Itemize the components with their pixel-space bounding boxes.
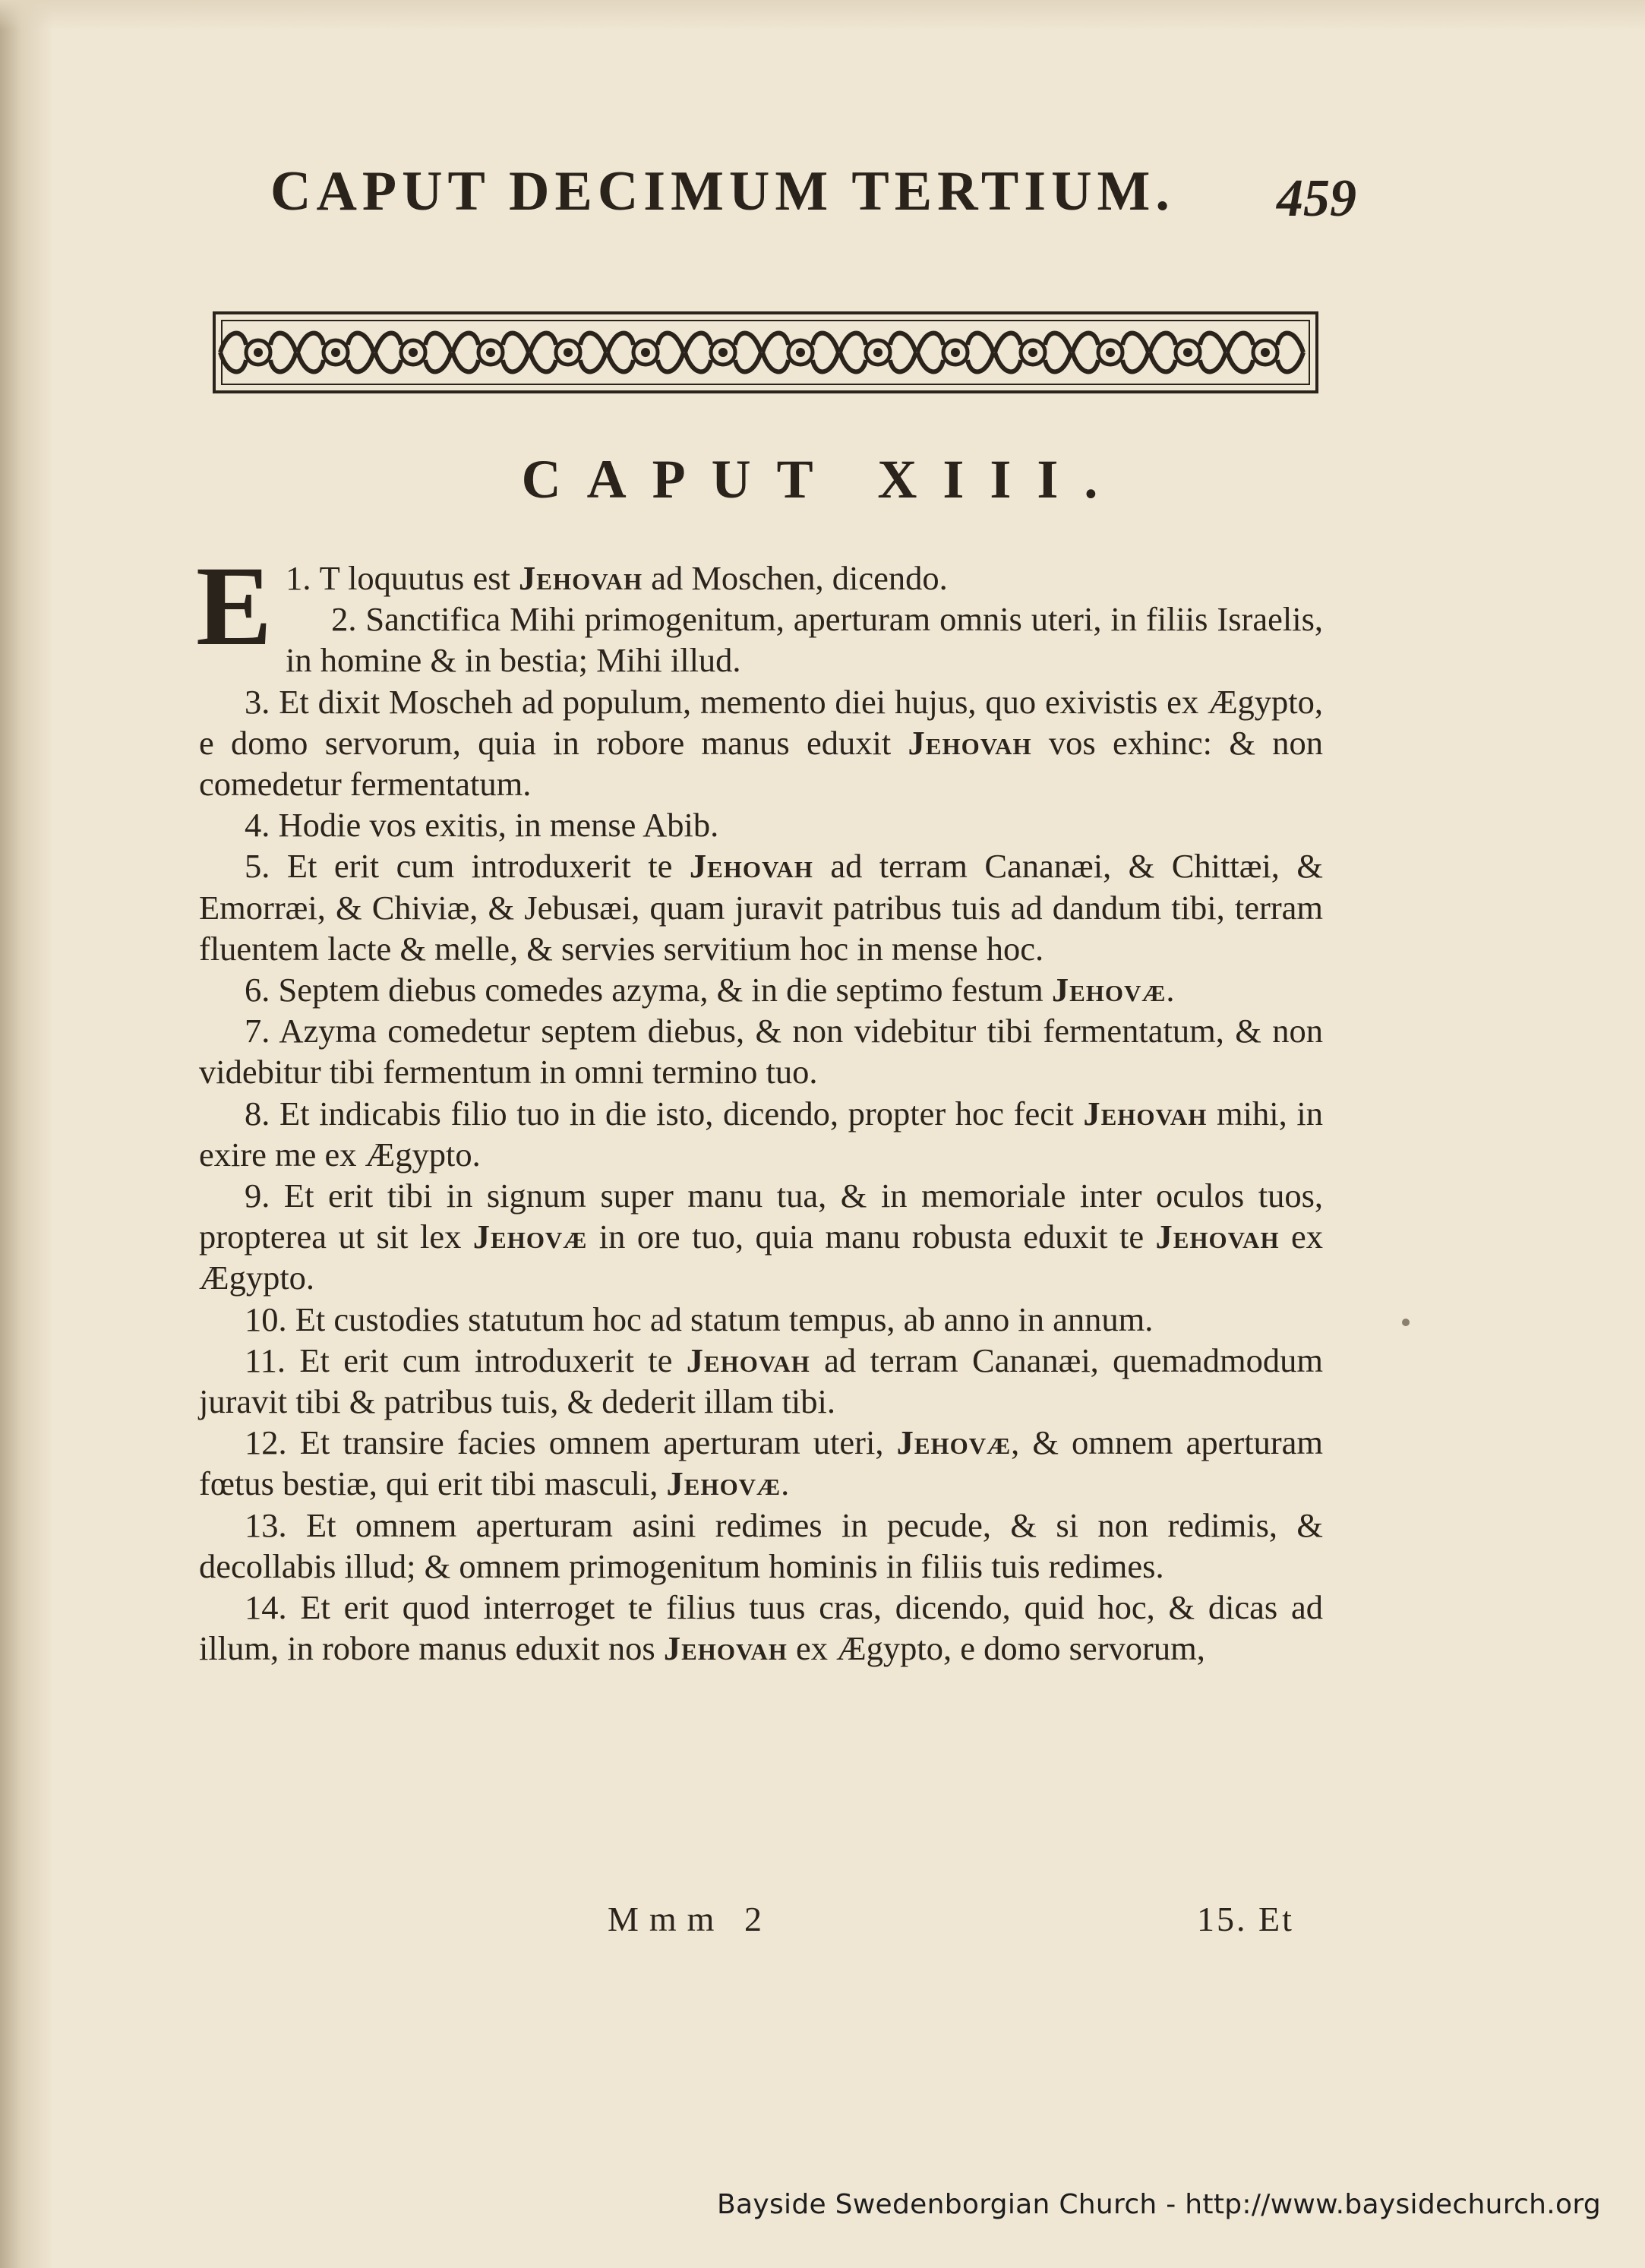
verse-text: Et erit cum introduxerit te Jehovah ad terram Cananæi, quemadmodum juravit tibi & patribus tuis, & dederit illam tibi. [199,1341,1323,1421]
verse-8 [199,1093,1323,1175]
verse-number: 13. [245,1505,287,1544]
verse-number: 7. [245,1012,270,1050]
verse-text: Et erit tibi in signum super manu tua, & in memoriale inter oculos tuos, propterea ut sit lex Jehovæ in ore tuo, quia manu robusta eduxit te Jehovah ex Ægypto. [199,1177,1324,1297]
page-top-shadow [0,0,1645,30]
verse-text: Septem diebus comedes azyma, & in die septimo festum Jehovæ. [278,971,1175,1009]
verse-text: Hodie vos exitis, in mense Abib. [278,806,719,845]
verse-3 [199,681,1323,805]
verse-number: 5. [245,847,270,886]
verse-7 [199,1010,1323,1092]
verse-13 [199,1505,1323,1587]
running-title: CAPUT DECIMUM TERTIUM. [270,160,1175,223]
verse-number: 3. [245,682,270,721]
verse-number: 14. [245,1588,287,1627]
verse-text: Azyma comedetur septem diebus, & non videbitur tibi fermentatum, & non videbitur tibi fermentum in omni termino tuo. [199,1012,1324,1091]
verse-11 [199,1340,1323,1422]
verse-number: 11. [245,1341,286,1379]
decorative-headpiece [213,311,1318,393]
verse-number: 4. [245,806,270,845]
verse-text: Et transire facies omnem aperturam uteri, Jehovæ, & omnem aperturam fœtus bestiæ, qui erit tibi masculi, Jehovæ. [199,1423,1324,1503]
verse-12 [199,1422,1323,1504]
page-number: 459 [1277,169,1356,228]
catchword: 15. Et [1197,1900,1294,1938]
verse-5 [199,845,1323,969]
verse-4 [199,804,1323,845]
verse-number: 2. [331,600,357,639]
verse-text: Et custodies statutum hoc ad statum tempus, ab anno in annum. [295,1300,1154,1338]
verse-text: Et omnem aperturam asini redimes in pecude, & si non redimis, & decollabis illud; & omnem primogenitum hominis in filiis tuis redimes. [199,1505,1324,1585]
watermark-credit: Bayside Swedenborgian Church - http://www.baysidechurch.org [717,2189,1601,2220]
verse-number: 1. [286,559,311,597]
verse-number: 9. [245,1177,270,1215]
verse-6 [199,969,1323,1010]
verse-text: Et indicabis filio tuo in die isto, dicendo, propter hoc fecit Jehovah mihi, in exire me ex Ægypto. [199,1094,1324,1173]
signature-mark: Mmm 2 [608,1900,772,1938]
verse-text: Sanctifica Mihi primogenitum, aperturam omnis uteri, in filiis Israelis, in homine & in bestia; Mihi illud. [286,600,1324,680]
verse-number: 8. [245,1094,270,1132]
verse-text: Et erit cum introduxerit te Jehovah ad terram Cananæi, & Chittæi, & Emorræi, & Chiviæ, & Jebusæi, quam juravit patribus tuis ad dandum tibi, terram fluentem lacte & melle, & servies servitium hoc in mense hoc. [199,847,1324,968]
verse-number: 6. [245,971,270,1009]
verse-number: 12. [245,1423,287,1462]
chapter-text [196,543,1324,1669]
chapter-title: CAPUT XIII. [521,449,1124,510]
paper-spot [1402,1319,1410,1326]
drop-cap: E [196,543,273,669]
verse-9 [199,1175,1323,1299]
verse-text: Et dixit Moscheh ad populum, memento diei hujus, quo exivistis ex Ægypto, e domo servorum, quia in robore manus eduxit Jehovah vos exhinc: & non comedetur fermentatum. [199,682,1324,804]
page-edge-shadow [0,0,53,2268]
page-header [270,152,1356,235]
verse-number: 10. [245,1300,287,1338]
verse-14 [199,1587,1323,1669]
verse-2 [199,599,1323,681]
verse-10 [199,1299,1323,1340]
verse-text: T loquutus est Jehovah ad Moschen, dicendo. [319,559,948,597]
verse-text: Et erit quod interroget te filius tuus cras, dicendo, quid hoc, & dicas ad illum, in robore manus eduxit nos Jehovah ex Ægypto, e domo servorum, [199,1588,1324,1668]
